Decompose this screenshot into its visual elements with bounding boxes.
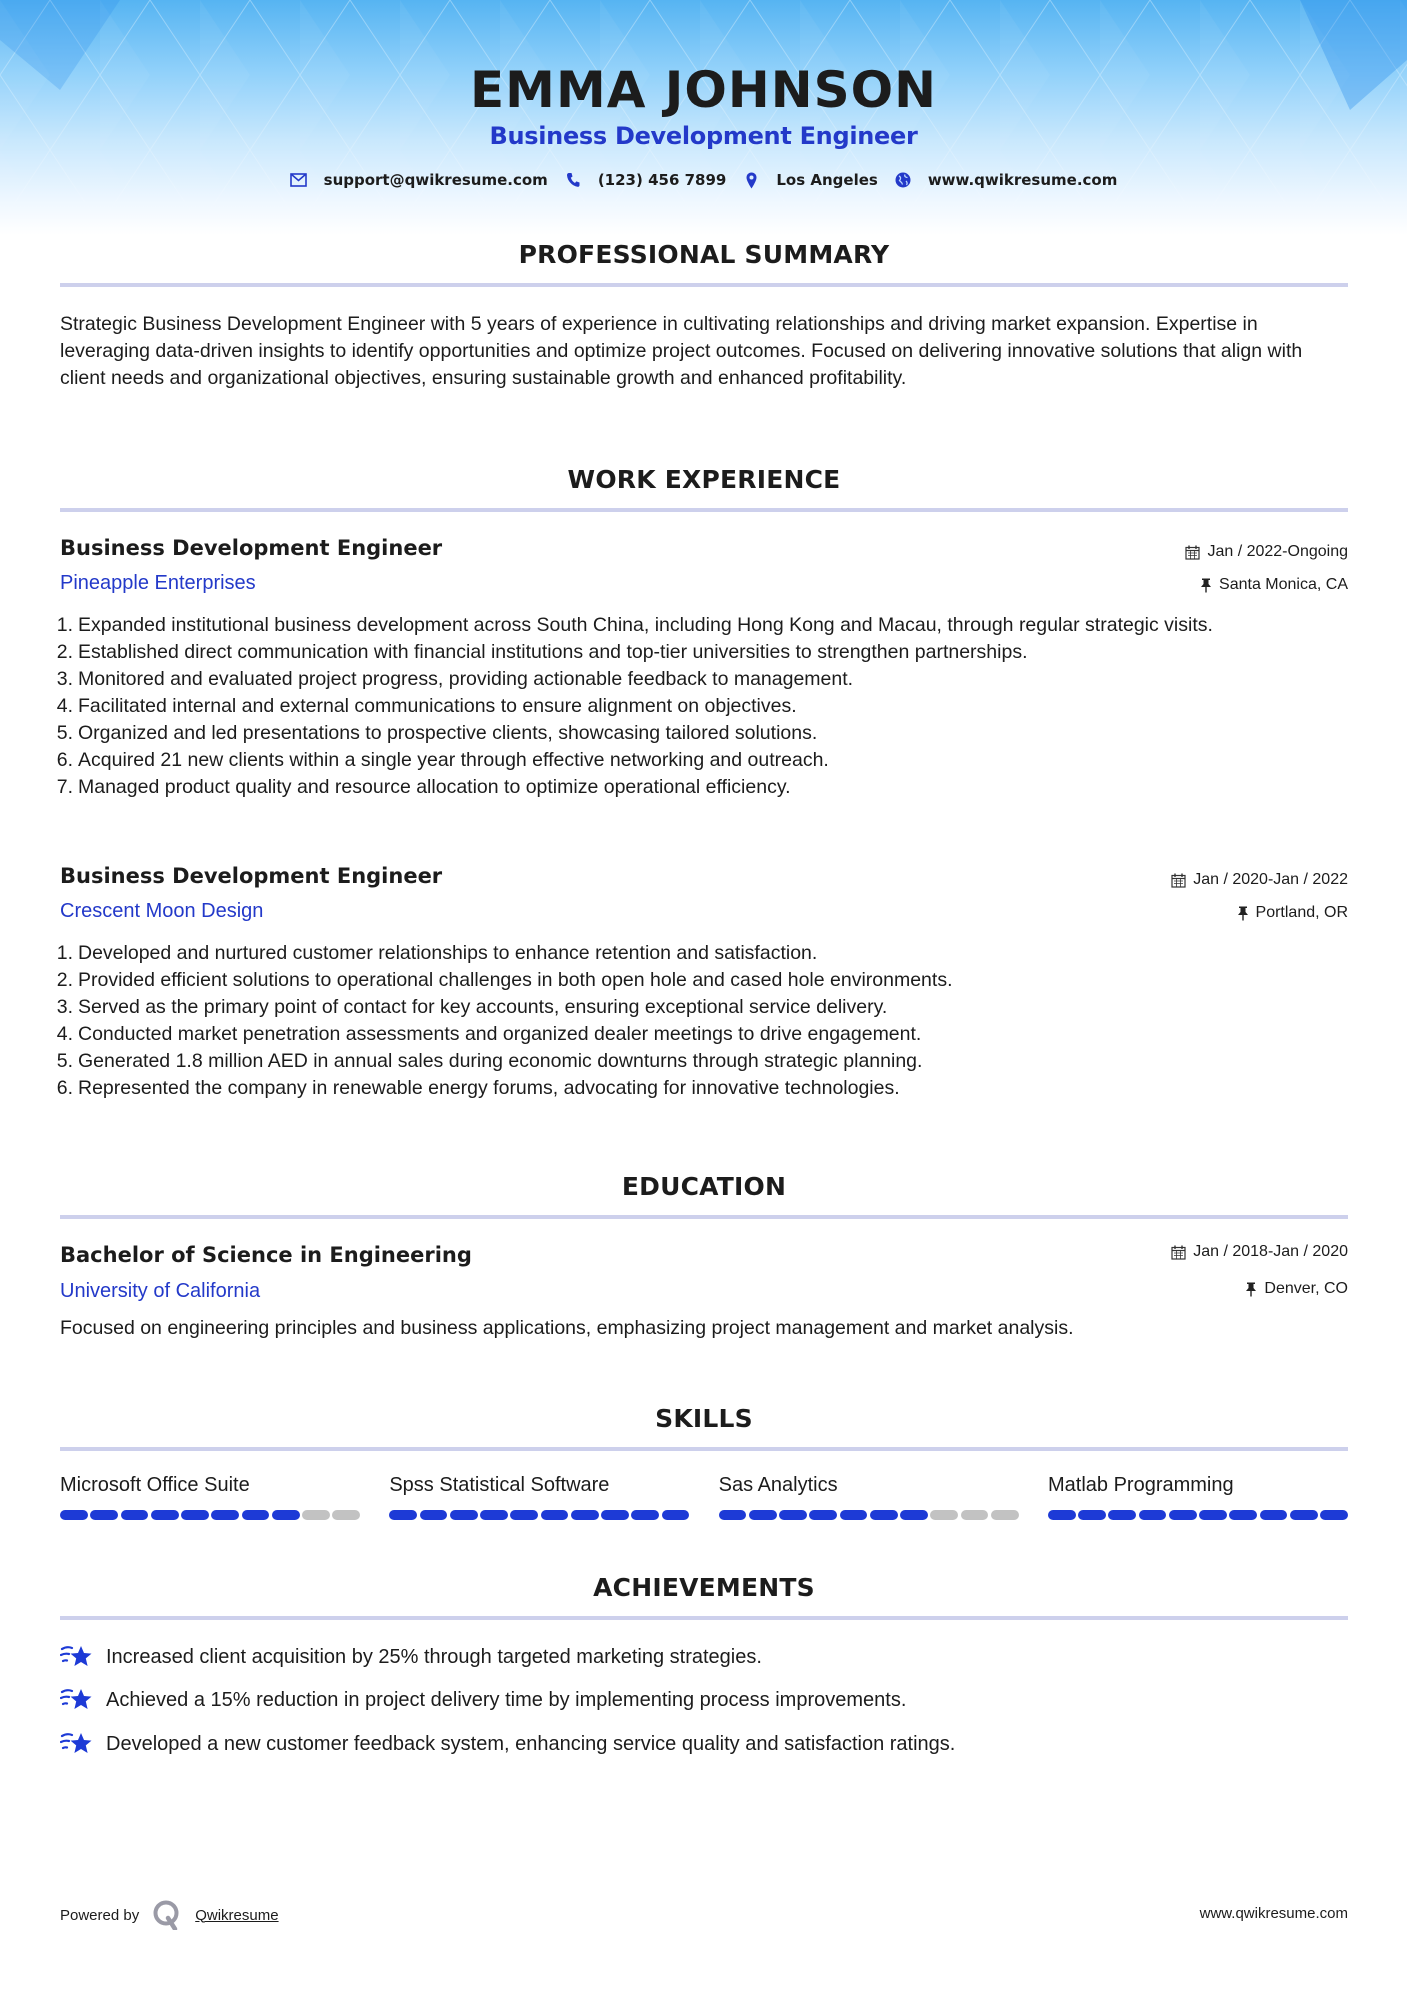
skill-segment: [480, 1510, 508, 1520]
skill-item: [1048, 1472, 1348, 1520]
section-title-experience: WORK EXPERIENCE: [567, 465, 841, 494]
job-bullets: [52, 612, 1350, 801]
list-item: 1. Expanded institutional business development across South China, including Hong Kong and Macau, through regular strategic visits.: [56, 614, 1213, 636]
skill-segment: [662, 1510, 690, 1520]
achievement-text: Achieved a 15% reduction in project delivery time by implementing process improvements.: [106, 1688, 907, 1711]
section-title-education: EDUCATION: [621, 1172, 787, 1201]
resume-header: [0, 0, 1407, 235]
skill-segment: [272, 1510, 300, 1520]
list-item: 5. Organized and led presentations to prospective clients, showcasing tailored solutions.: [56, 722, 818, 744]
company-name: Crescent Moon Design: [60, 900, 264, 922]
pushpin-icon: [1200, 578, 1212, 593]
section-divider: [60, 1616, 1348, 1620]
education-dates: [1171, 1243, 1348, 1261]
skill-segment: [749, 1510, 777, 1520]
globe-icon: [894, 171, 912, 189]
contact-phone[interactable]: [564, 171, 727, 189]
skill-segment: [1290, 1510, 1318, 1520]
section-title-skills: SKILLS: [655, 1404, 753, 1433]
skill-rating-bar: [1048, 1510, 1348, 1520]
contact-email[interactable]: [290, 171, 548, 189]
contact-bar: [0, 171, 1407, 189]
section-title-achievements: ACHIEVEMENTS: [593, 1573, 815, 1602]
qwikresume-link[interactable]: Qwikresume: [195, 1906, 279, 1924]
skill-segment: [151, 1510, 179, 1520]
skill-segment: [779, 1510, 807, 1520]
skill-segment: [510, 1510, 538, 1520]
job-dates-text: Jan / 2022-Ongoing: [1207, 543, 1348, 560]
skill-segment: [631, 1510, 659, 1520]
skill-segment: [1260, 1510, 1288, 1520]
shooting-star-icon: [60, 1730, 94, 1758]
skill-item: [389, 1472, 689, 1520]
contact-email-text: support@qwikresume.com: [323, 171, 548, 189]
footer-website[interactable]: www.qwikresume.com: [1199, 1905, 1348, 1922]
education-dates-text: Jan / 2018-Jan / 2020: [1193, 1243, 1348, 1260]
skill-name: Matlab Programming: [1047, 1474, 1234, 1496]
education-description: Focused on engineering principles and business applications, emphasizing project management and market analysis.: [60, 1317, 1074, 1339]
list-item: 5. Generated 1.8 million AED in annual sales during economic downturns through strategic planning.: [56, 1050, 923, 1072]
list-item: 2. Established direct communication with financial institutions and top-tier universities to strengthen partnerships.: [56, 641, 1028, 663]
skill-segment: [90, 1510, 118, 1520]
job-dates: [1171, 871, 1348, 889]
contact-phone-text: (123) 456 7899: [597, 171, 727, 189]
powered-by-label: Powered by: [60, 1906, 140, 1924]
skill-segment: [930, 1510, 958, 1520]
list-item: 4. Conducted market penetration assessments and organized dealer meetings to drive engagement.: [56, 1023, 922, 1045]
skill-segment: [420, 1510, 448, 1520]
pushpin-icon: [1245, 1282, 1257, 1297]
list-item: 7. Managed product quality and resource allocation to optimize operational efficiency.: [56, 776, 791, 798]
list-item: 2. Provided efficient solutions to operational challenges in both open hole and cased hole environments.: [56, 969, 953, 991]
contact-location-text: Los Angeles: [776, 171, 878, 189]
achievement-text: Developed a new customer feedback system, enhancing service quality and satisfaction ratings.: [106, 1732, 956, 1755]
pushpin-icon: [1237, 906, 1249, 921]
skill-segment: [1048, 1510, 1076, 1520]
degree-title: Bachelor of Science in Engineering: [60, 1243, 472, 1267]
skill-segment: [181, 1510, 209, 1520]
summary-text: Strategic Business Development Engineer with 5 years of experience in cultivating relationships and driving market expansion. Expertise in leveraging data-driven insights to identify opportunities and optimize project outcomes. Focused on delivering innovative solutions that align with client needs and organizational objectives, ensuring sustainable growth and enhanced profitability.: [60, 313, 1303, 389]
skill-rating-bar: [60, 1510, 360, 1520]
candidate-title: Business Development Engineer: [489, 122, 918, 150]
skill-segment: [870, 1510, 898, 1520]
section-title-summary: PROFESSIONAL SUMMARY: [518, 240, 890, 269]
skill-segment: [389, 1510, 417, 1520]
skill-segment: [242, 1510, 270, 1520]
shooting-star-icon: [60, 1686, 94, 1714]
skill-segment: [809, 1510, 837, 1520]
skill-segment: [1229, 1510, 1257, 1520]
candidate-name: EMMA JOHNSON: [470, 61, 937, 119]
skill-rating-bar: [719, 1510, 1019, 1520]
contact-website-text: www.qwikresume.com: [927, 171, 1118, 189]
section-divider: [60, 1447, 1348, 1451]
school-name: University of California: [60, 1280, 261, 1302]
skill-segment: [1078, 1510, 1106, 1520]
list-item: 3. Served as the primary point of contact for key accounts, ensuring exceptional service delivery.: [56, 996, 888, 1018]
job-location-text: Portland, OR: [1255, 904, 1348, 921]
map-marker-icon: [742, 171, 760, 189]
skill-item: [60, 1472, 360, 1520]
skill-segment: [302, 1510, 330, 1520]
skill-name: Microsoft Office Suite: [60, 1474, 250, 1496]
achievement-item: [60, 1730, 955, 1758]
skill-segment: [1320, 1510, 1348, 1520]
section-divider: [60, 283, 1348, 287]
skill-segment: [121, 1510, 149, 1520]
list-item: 6. Represented the company in renewable energy forums, advocating for innovative technologies.: [56, 1077, 900, 1099]
skill-segment: [571, 1510, 599, 1520]
phone-icon: [564, 171, 582, 189]
achievement-item: [60, 1686, 906, 1714]
skill-segment: [991, 1510, 1019, 1520]
job-location: [1237, 904, 1348, 922]
job-dates: [1185, 543, 1348, 561]
skills-list: [60, 1472, 1348, 1520]
skill-segment: [1139, 1510, 1167, 1520]
skill-segment: [961, 1510, 989, 1520]
skill-segment: [211, 1510, 239, 1520]
skill-item: [719, 1472, 1019, 1520]
education-location: [1245, 1280, 1348, 1298]
calendar-icon: [1171, 873, 1186, 888]
calendar-icon: [1185, 545, 1200, 560]
achievement-item: [60, 1643, 762, 1671]
skill-segment: [1169, 1510, 1197, 1520]
skill-name: Sas Analytics: [718, 1474, 838, 1496]
qwikresume-logo-icon: [153, 1900, 181, 1930]
job-title: Business Development Engineer: [60, 864, 443, 888]
job-bullets: [52, 940, 1350, 1102]
skill-segment: [1199, 1510, 1227, 1520]
envelope-icon: [290, 171, 308, 189]
job-location: [1200, 576, 1348, 594]
skill-name: Spss Statistical Software: [389, 1474, 610, 1496]
job-title: Business Development Engineer: [60, 536, 443, 560]
skill-segment: [60, 1510, 88, 1520]
section-divider: [60, 508, 1348, 512]
calendar-icon: [1171, 1245, 1186, 1260]
contact-website[interactable]: [894, 171, 1118, 189]
contact-location: [742, 171, 877, 189]
skill-segment: [541, 1510, 569, 1520]
job-location-text: Santa Monica, CA: [1219, 576, 1348, 593]
skill-segment: [601, 1510, 629, 1520]
list-item: 3. Monitored and evaluated project progress, providing actionable feedback to management.: [56, 668, 854, 690]
skill-rating-bar: [389, 1510, 689, 1520]
company-name: Pineapple Enterprises: [60, 572, 256, 594]
list-item: 4. Facilitated internal and external communications to ensure alignment on objectives.: [56, 695, 797, 717]
skill-segment: [1108, 1510, 1136, 1520]
education-location-text: Denver, CO: [1264, 1280, 1348, 1297]
skill-segment: [450, 1510, 478, 1520]
skill-segment: [332, 1510, 360, 1520]
achievement-text: Increased client acquisition by 25% through targeted marketing strategies.: [106, 1645, 762, 1668]
skill-segment: [719, 1510, 747, 1520]
shooting-star-icon: [60, 1643, 94, 1671]
skill-segment: [840, 1510, 868, 1520]
skill-segment: [900, 1510, 928, 1520]
section-divider: [60, 1215, 1348, 1219]
list-item: 6. Acquired 21 new clients within a single year through effective networking and outreach.: [56, 749, 829, 771]
footer-powered-by: [60, 1900, 279, 1930]
job-dates-text: Jan / 2020-Jan / 2022: [1193, 871, 1348, 888]
list-item: 1. Developed and nurtured customer relationships to enhance retention and satisfaction.: [56, 942, 818, 964]
